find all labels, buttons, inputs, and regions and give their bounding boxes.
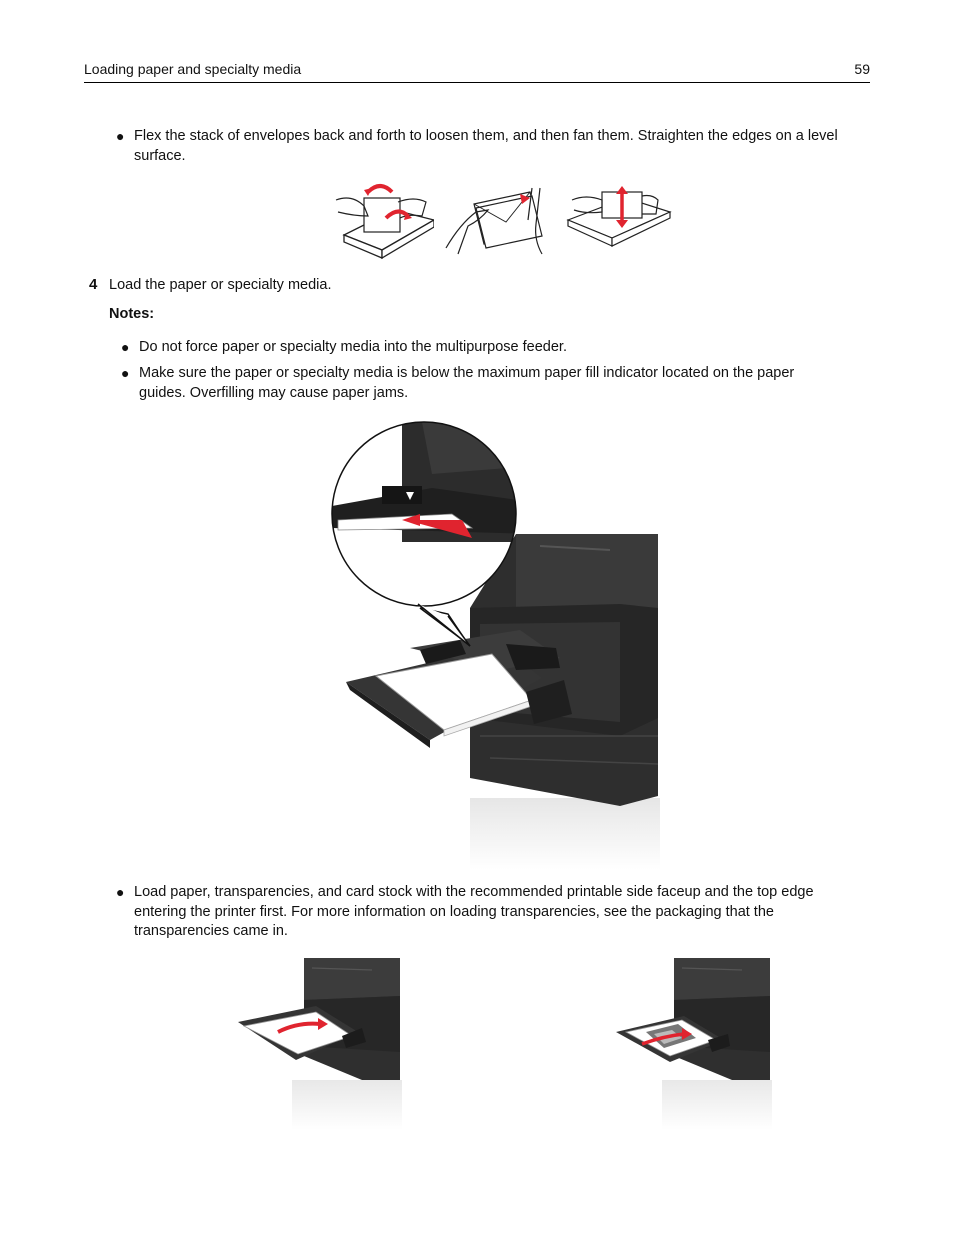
page-number: 59 bbox=[854, 61, 870, 77]
load-line-2: entering the printer first. For more information on loading transparencies, see the packaging that the bbox=[134, 903, 774, 920]
note-2-line-2: guides. Overfilling may cause paper jams. bbox=[139, 384, 409, 401]
bullet-icon: ● bbox=[121, 339, 130, 355]
envelope-straighten-illustration bbox=[566, 186, 672, 252]
page-header bbox=[84, 61, 870, 83]
printer-load-paper-illustration bbox=[232, 956, 402, 1130]
envelope-fan-illustration bbox=[444, 184, 552, 256]
note-item bbox=[139, 364, 794, 403]
flex-line-1: Flex the stack of envelopes back and forth to loosen them, and then fan them. Straighten the edges on a level bbox=[134, 128, 838, 144]
bullet-icon: ● bbox=[121, 365, 130, 381]
printer-load-cardstock-illustration bbox=[612, 956, 772, 1130]
load-line-1: Load paper, transparencies, and card stock with the recommended printable side faceup and the top edge bbox=[134, 884, 814, 900]
flex-instruction bbox=[134, 127, 838, 166]
notes-label: Notes: bbox=[109, 306, 155, 322]
bullet-icon: ● bbox=[116, 128, 125, 144]
load-line-3: transparencies came in. bbox=[134, 923, 288, 939]
flex-line-2: surface. bbox=[134, 147, 186, 164]
load-instruction bbox=[134, 883, 814, 942]
header-title: Loading paper and specialty media bbox=[84, 61, 302, 77]
note-1-line-1: Do not force paper or specialty media into the multipurpose feeder. bbox=[139, 339, 567, 355]
bullet-icon: ● bbox=[116, 884, 125, 900]
printer-paper-fill-illustration bbox=[320, 418, 660, 870]
envelope-flex-illustration bbox=[334, 180, 434, 262]
step-number: 4 bbox=[89, 276, 98, 293]
note-2-line-1: Make sure the paper or specialty media is below the maximum paper fill indicator located on the paper bbox=[139, 365, 795, 381]
step-4-text: Load the paper or specialty media. bbox=[109, 277, 332, 293]
note-item bbox=[139, 338, 567, 358]
